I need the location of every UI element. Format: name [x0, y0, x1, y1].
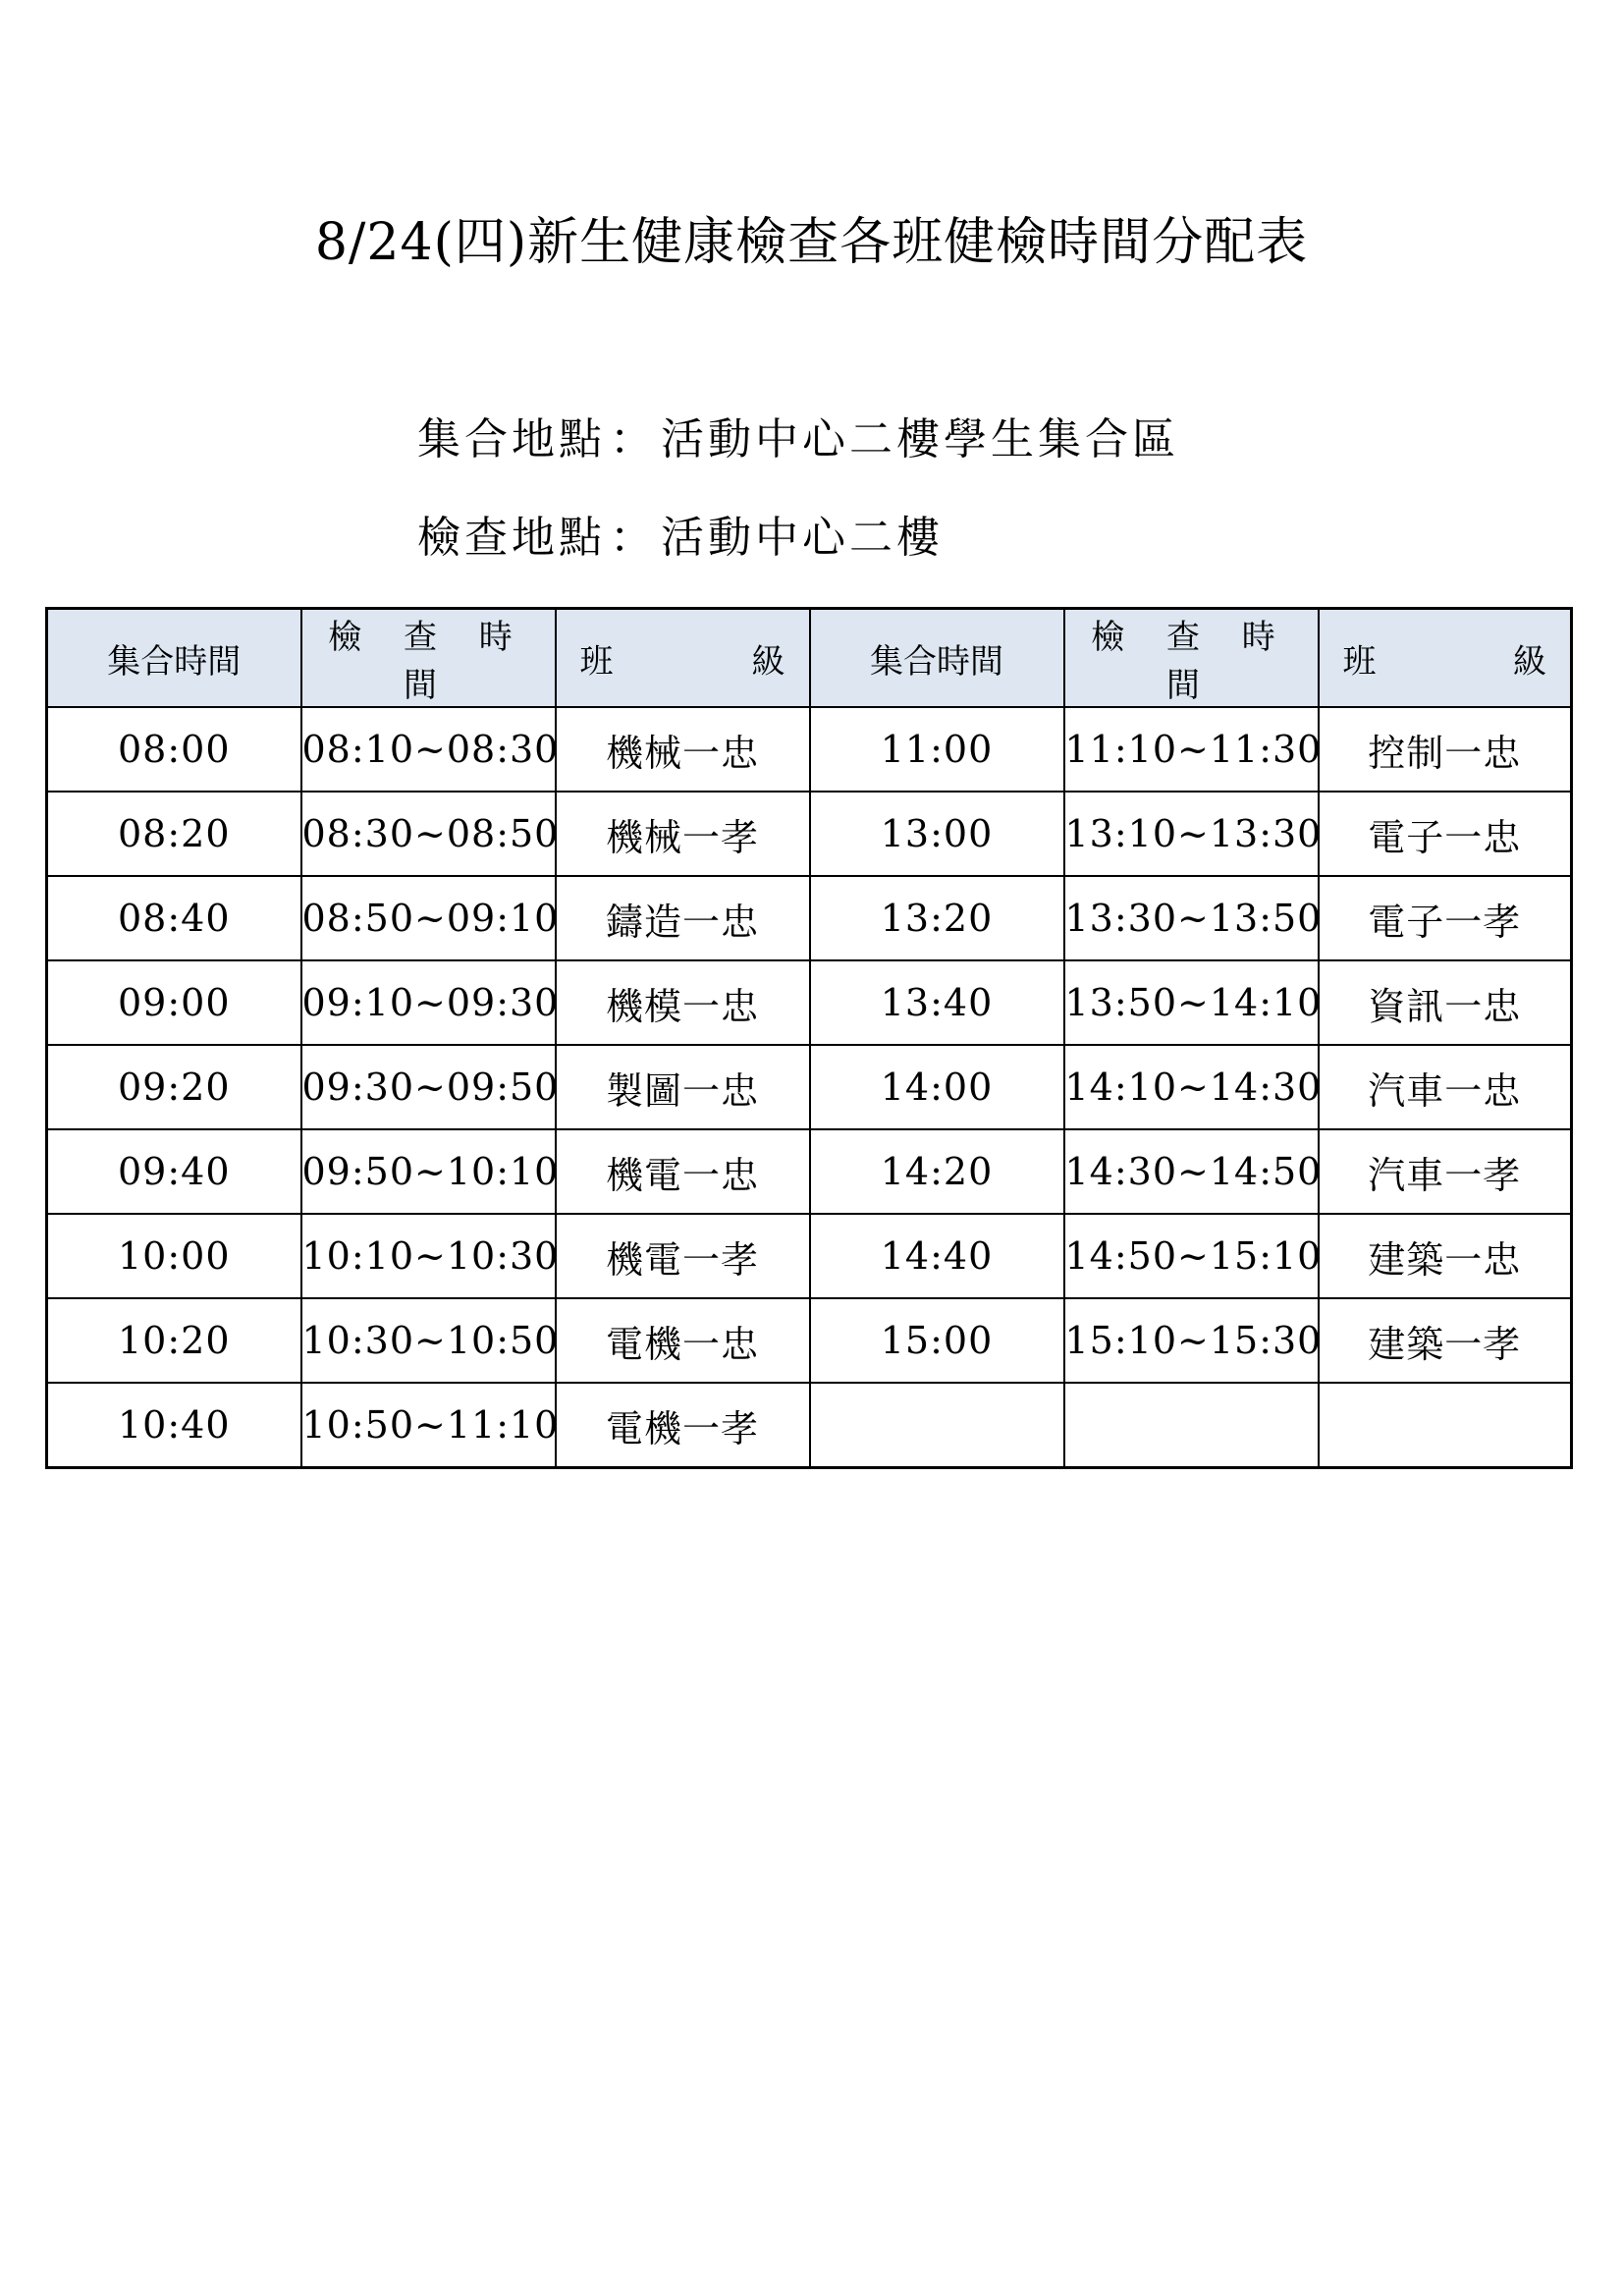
- gathering-location: [417, 410, 1179, 469]
- header-exam-time: 檢 查 時 間: [1064, 609, 1319, 708]
- cell-gather-time: 11:00: [810, 707, 1064, 792]
- cell-gather-time: 13:20: [810, 876, 1064, 960]
- cell-gather-time: 10:40: [47, 1383, 301, 1468]
- cell-exam-time: 10:50~11:10: [301, 1383, 556, 1468]
- cell-gather-time: 14:00: [810, 1045, 1064, 1129]
- header-class-left: 班: [1342, 641, 1377, 682]
- cell-gather-time: 13:00: [810, 792, 1064, 876]
- table-row: [47, 1045, 1572, 1129]
- exam-location-value: 活動中心二樓: [661, 513, 944, 563]
- table-row: [47, 1298, 1572, 1383]
- cell-class: 電子一忠: [1319, 792, 1572, 876]
- cell-class: 建築一忠: [1319, 1214, 1572, 1298]
- cell-gather-time: 10:20: [47, 1298, 301, 1383]
- exam-location-separator: ：: [610, 513, 657, 563]
- cell-class: 電機一忠: [556, 1298, 810, 1383]
- cell-gather-time: 14:40: [810, 1214, 1064, 1298]
- cell-exam-time: 08:30~08:50: [301, 792, 556, 876]
- table-header-row: [47, 609, 1572, 708]
- cell-class: 機電一孝: [556, 1214, 810, 1298]
- cell-exam-time: 14:30~14:50: [1064, 1129, 1319, 1214]
- cell-exam-time: 09:30~09:50: [301, 1045, 556, 1129]
- table-row: [47, 1383, 1572, 1468]
- cell-class: 汽車一忠: [1319, 1045, 1572, 1129]
- cell-exam-time: 13:50~14:10: [1064, 960, 1319, 1045]
- cell-gather-time: 08:20: [47, 792, 301, 876]
- cell-exam-time: 13:10~13:30: [1064, 792, 1319, 876]
- table-row: [47, 1129, 1572, 1214]
- table-row: [47, 792, 1572, 876]
- cell-exam-time: 09:50~10:10: [301, 1129, 556, 1214]
- cell-gather-time: 09:40: [47, 1129, 301, 1214]
- cell-gather-time: 10:00: [47, 1214, 301, 1298]
- gathering-location-separator: ：: [610, 414, 657, 465]
- cell-exam-time: 10:30~10:50: [301, 1298, 556, 1383]
- table-row: [47, 960, 1572, 1045]
- table-row: [47, 876, 1572, 960]
- header-class-right: 級: [751, 641, 785, 682]
- header-class-right: 級: [1513, 641, 1546, 682]
- cell-class: 建築一孝: [1319, 1298, 1572, 1383]
- exam-location: [417, 509, 944, 568]
- header-class: [556, 609, 810, 708]
- gathering-location-value: 活動中心二樓學生集合區: [661, 414, 1179, 465]
- cell-class: 控制一忠: [1319, 707, 1572, 792]
- cell-gather-time: [810, 1383, 1064, 1468]
- schedule-table: [45, 607, 1573, 1469]
- cell-class: 電子一孝: [1319, 876, 1572, 960]
- header-class: [1319, 609, 1572, 708]
- cell-exam-time: 14:10~14:30: [1064, 1045, 1319, 1129]
- cell-exam-time: 11:10~11:30: [1064, 707, 1319, 792]
- cell-class: 製圖一忠: [556, 1045, 810, 1129]
- table-row: [47, 1214, 1572, 1298]
- cell-gather-time: 09:20: [47, 1045, 301, 1129]
- cell-class: 資訊一忠: [1319, 960, 1572, 1045]
- page-title: 8/24(四)新生健康檢查各班健檢時間分配表: [314, 213, 1309, 272]
- header-gather-time: 集合時間: [47, 609, 301, 708]
- cell-class: 汽車一孝: [1319, 1129, 1572, 1214]
- header-class-left: 班: [579, 641, 614, 682]
- cell-exam-time: 08:10~08:30: [301, 707, 556, 792]
- cell-exam-time: 08:50~09:10: [301, 876, 556, 960]
- cell-gather-time: 08:40: [47, 876, 301, 960]
- cell-exam-time: [1064, 1383, 1319, 1468]
- cell-exam-time: 13:30~13:50: [1064, 876, 1319, 960]
- cell-gather-time: 08:00: [47, 707, 301, 792]
- cell-class: 機模一忠: [556, 960, 810, 1045]
- gathering-location-label: 集合地點: [417, 414, 606, 465]
- cell-class: 機械一忠: [556, 707, 810, 792]
- cell-class: 電機一孝: [556, 1383, 810, 1468]
- header-exam-time: 檢 查 時 間: [301, 609, 556, 708]
- cell-exam-time: 09:10~09:30: [301, 960, 556, 1045]
- cell-gather-time: 15:00: [810, 1298, 1064, 1383]
- cell-gather-time: 14:20: [810, 1129, 1064, 1214]
- cell-exam-time: 10:10~10:30: [301, 1214, 556, 1298]
- header-gather-time: 集合時間: [810, 609, 1064, 708]
- cell-gather-time: 13:40: [810, 960, 1064, 1045]
- cell-gather-time: 09:00: [47, 960, 301, 1045]
- table-row: [47, 707, 1572, 792]
- cell-exam-time: 15:10~15:30: [1064, 1298, 1319, 1383]
- exam-location-label: 檢查地點: [417, 513, 606, 563]
- cell-class: 機械一孝: [556, 792, 810, 876]
- cell-class: 鑄造一忠: [556, 876, 810, 960]
- cell-class: 機電一忠: [556, 1129, 810, 1214]
- cell-exam-time: 14:50~15:10: [1064, 1214, 1319, 1298]
- cell-class: [1319, 1383, 1572, 1468]
